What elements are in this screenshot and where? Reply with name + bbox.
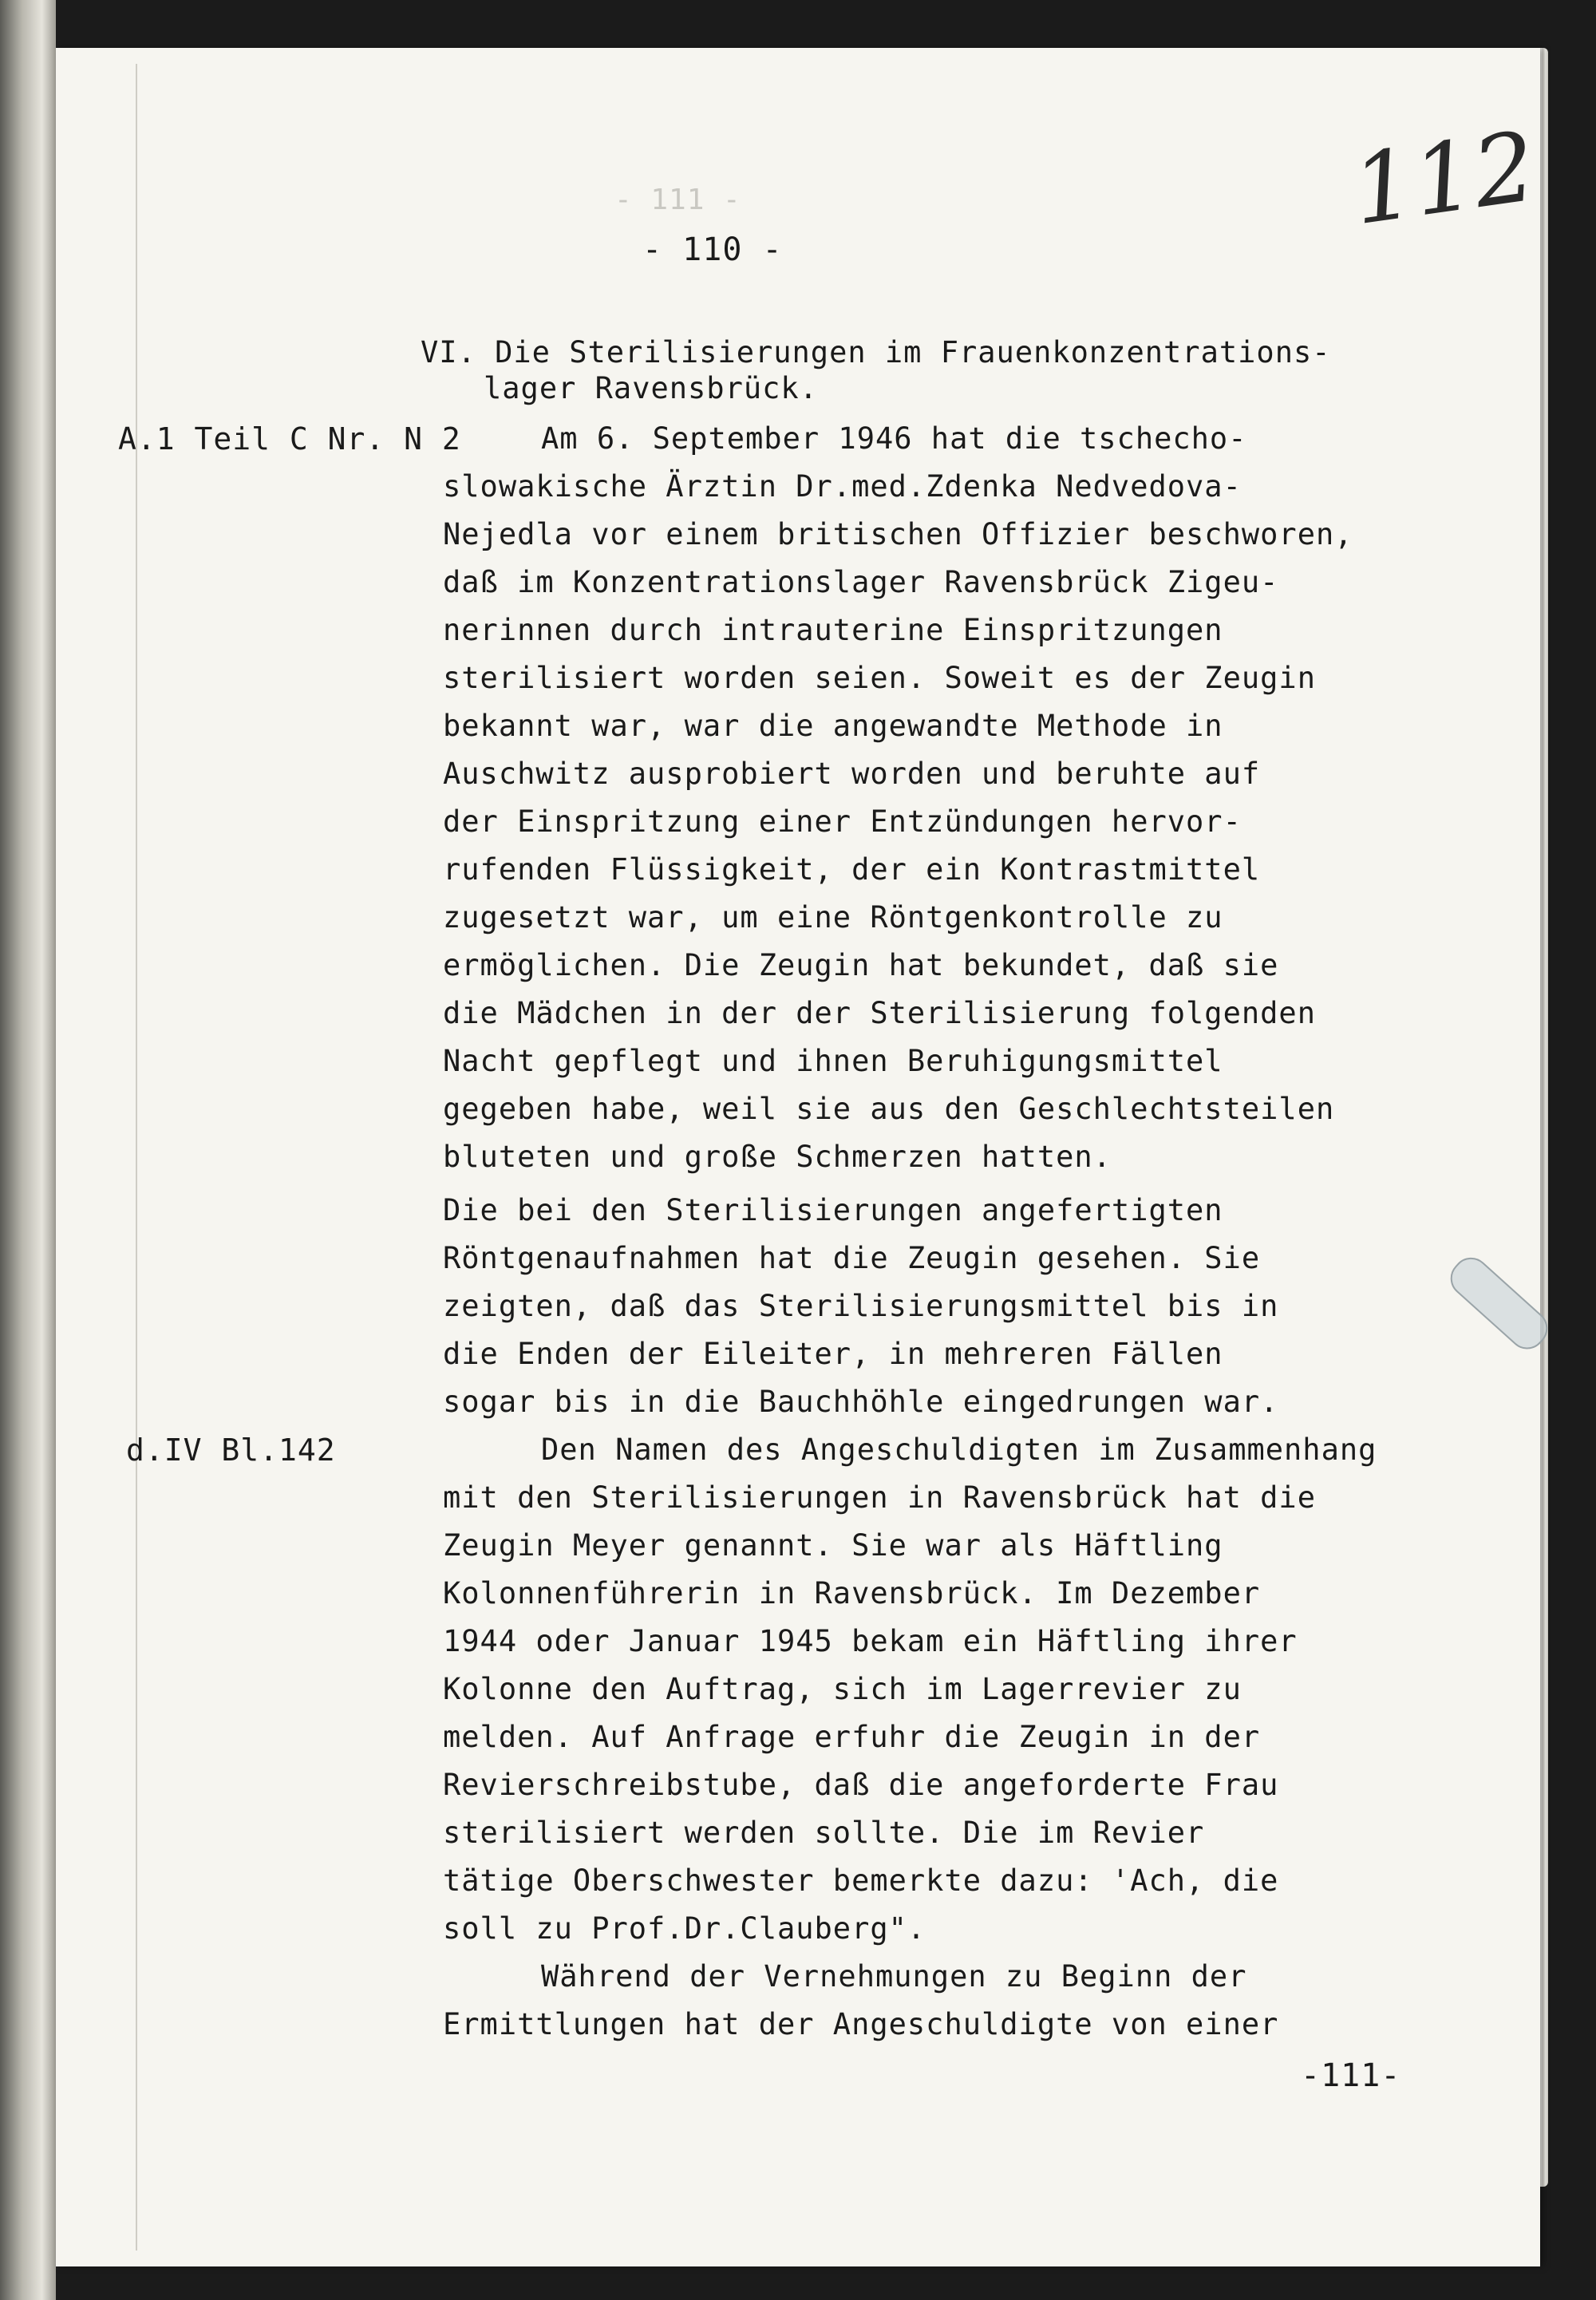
text-line: melden. Auf Anfrage erfuhr die Zeugin in der	[443, 1720, 1261, 1754]
page-number: - 110 -	[642, 231, 783, 268]
text-line: bekannt war, war die angewandte Methode in	[443, 709, 1223, 743]
text-line: Kolonne den Auftrag, sich im Lagerrevier zu	[443, 1672, 1242, 1706]
section-title-line-2: lager Ravensbrück.	[484, 371, 818, 405]
text-line: Ermittlungen hat der Angeschuldigte von einer	[443, 2007, 1279, 2041]
text-line: Nacht gepflegt und ihnen Beruhigungsmittel	[443, 1044, 1223, 1078]
margin-rule	[136, 64, 137, 2251]
text-line: nerinnen durch intrauterine Einspritzungen	[443, 613, 1223, 647]
ghost-page-number: - 111 -	[614, 184, 741, 216]
text-line: Röntgenaufnahmen hat die Zeugin gesehen. Sie	[443, 1241, 1261, 1275]
text-line: zugesetzt war, um eine Röntgenkontrolle zu	[443, 900, 1223, 935]
text-line: ermöglichen. Die Zeugin hat bekundet, daß sie	[443, 948, 1279, 982]
text-line: Revierschreibstube, daß die angeforderte Frau	[443, 1768, 1279, 1802]
text-line: die Enden der Eileiter, in mehreren Fällen	[443, 1337, 1223, 1371]
text-line: mit den Sterilisierungen in Ravensbrück hat die	[443, 1480, 1316, 1515]
text-line: sogar bis in die Bauchhöhle eingedrungen war.	[443, 1385, 1279, 1419]
text-line: zeigten, daß das Sterilisierungsmittel bis in	[443, 1289, 1279, 1323]
section-title-line-1: VI. Die Sterilisierungen im Frauenkonzentrations-	[421, 335, 1331, 370]
text-line: Nejedla vor einem britischen Offizier beschworen,	[443, 517, 1353, 551]
text-line: die Mädchen in der der Sterilisierung folgenden	[443, 996, 1316, 1030]
text-line: Die bei den Sterilisierungen angefertigten	[443, 1193, 1223, 1227]
text-line: Den Namen des Angeschuldigten im Zusammenhang	[541, 1433, 1377, 1467]
margin-reference: A.1 Teil C Nr. N 2	[118, 421, 461, 456]
text-line: tätige Oberschwester bemerkte dazu: 'Ach, die	[443, 1863, 1279, 1898]
text-line: sterilisiert worden seien. Soweit es der Zeugin	[443, 661, 1316, 695]
text-line: der Einspritzung einer Entzündungen hervor-	[443, 804, 1242, 839]
text-line: slowakische Ärztin Dr.med.Zdenka Nedvedova-	[443, 469, 1242, 504]
book-spine	[0, 0, 56, 2300]
text-line: rufenden Flüssigkeit, der ein Kontrastmittel	[443, 852, 1261, 887]
text-line: Auschwitz ausprobiert worden und beruhte auf	[443, 757, 1261, 791]
text-line: soll zu Prof.Dr.Clauberg".	[443, 1911, 926, 1946]
text-line: daß im Konzentrationslager Ravensbrück Zigeu-	[443, 565, 1279, 599]
text-line: bluteten und große Schmerzen hatten.	[443, 1140, 1112, 1174]
text-line: Zeugin Meyer genannt. Sie war als Häftling	[443, 1528, 1223, 1563]
next-page-marker: -111-	[1301, 2057, 1401, 2094]
text-line: Kolonnenführerin in Ravensbrück. Im Dezember	[443, 1576, 1261, 1610]
text-line: sterilisiert werden sollte. Die im Revier	[443, 1816, 1205, 1850]
text-line: gegeben habe, weil sie aus den Geschlechtsteilen	[443, 1092, 1335, 1126]
archive-number: 112	[1345, 111, 1543, 247]
margin-reference: d.IV Bl.142	[126, 1433, 336, 1468]
plastic-tab-marker	[1443, 1250, 1555, 1357]
text-line: Am 6. September 1946 hat die tschecho-	[541, 421, 1247, 456]
document-page	[56, 48, 1543, 2266]
text-line: 1944 oder Januar 1945 bekam ein Häftling ihrer	[443, 1624, 1298, 1658]
text-line: Während der Vernehmungen zu Beginn der	[541, 1959, 1247, 1994]
